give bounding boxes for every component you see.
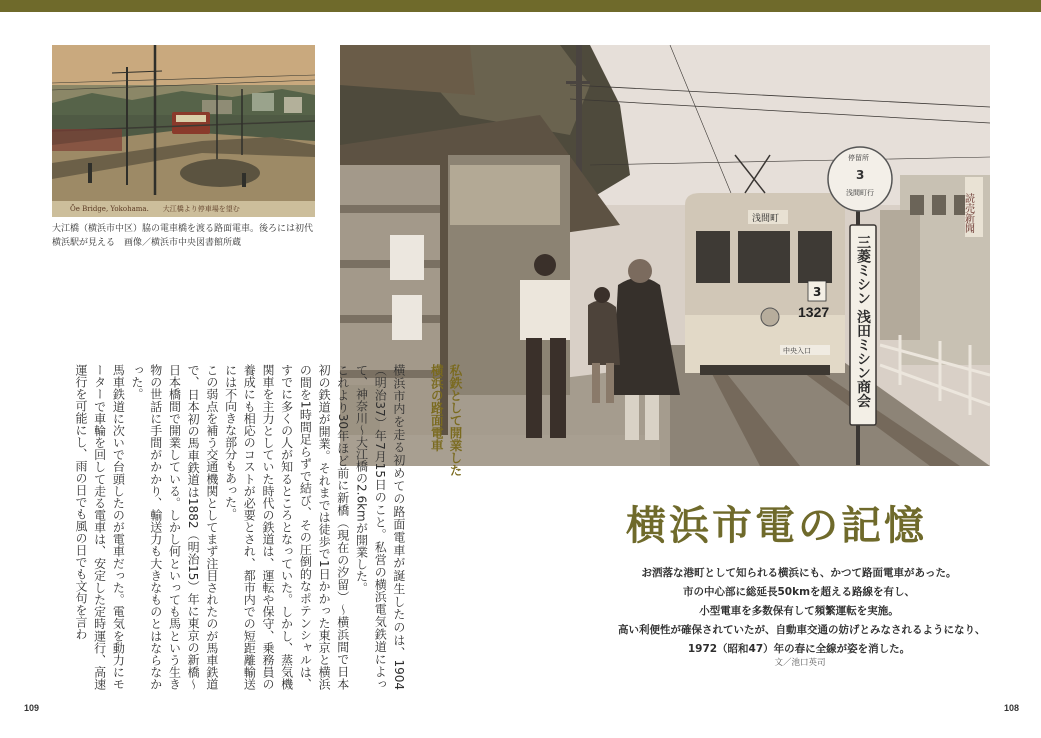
lede-line: 小型電車を多数保有して頻繁運転を実施。 [699, 605, 899, 617]
lede [618, 564, 986, 659]
shop-sign-text: 読売新聞 [962, 193, 974, 233]
pole-sign-text: 三菱ミシン 浅田ミシン商会 [855, 235, 871, 408]
postcard-illustration [52, 45, 315, 217]
lede-line: 市の中心部に総延長50kmを超える路線を有し、 [682, 586, 916, 598]
page-title: 横浜市電の記憶 [626, 502, 927, 549]
stop-sign-top: 停留所 [848, 154, 869, 162]
stop-sign-bottom: 浅間町行 [846, 189, 874, 197]
route-number-text: 3 [813, 285, 822, 299]
lede-line: お洒落な港町として知られる横浜にも、かつて路面電車があった。 [641, 567, 957, 579]
page-number-right: 108 [1004, 703, 1020, 713]
subhead-line-2: 横浜の路面電車 [429, 364, 445, 452]
photo-caption: 大江橋（横浜市中区）脇の電車橋を渡る路面電車。後ろには初代横浜駅が見える 画像／横浜市中央図書館所蔵 [52, 224, 314, 248]
author-credit: 文／池口英司 [774, 658, 826, 668]
header-bar [0, 0, 1041, 12]
article-paragraph-2: これより30年ほど前に新橋（現在の汐留）〜横浜間で日本初の鉄道が開業。それまでは徒歩で1日かかった東京と横浜の間を1時間足らずで結び、その圧倒的なポテンシャルは、すでに多くの人が知るところとなっていた。しかし、蒸気機関車を主力としていた時代の鉄道は、運転や保守、乗務員の養成にも相応のコストが必要とされ、都市内での短距離輸送には不向きな部分もあった。 [223, 364, 350, 690]
subhead-line-1: 私鉄として開業した [448, 364, 463, 477]
article-paragraph-3: この弱点を補う交通機関としてまず注目されたのが馬車鉄道で、日本初の馬車鉄道は1882（明治15）年に東京の新橋〜日本橋間で開業している。しかし何といっても馬という生き物の世話に手間がかかり、輸送力も大きなものとはならなかった。 [130, 364, 219, 690]
subhead [427, 364, 464, 690]
side-sign-text: 中央入口 [783, 347, 811, 355]
dest-board-text: 浅間町 [752, 214, 780, 224]
lede-line: 1972（昭和47）年の春に全線が姿を消した。 [687, 643, 911, 655]
car-number-text: 1327 [798, 304, 830, 320]
page-number-left: 109 [24, 703, 40, 713]
stop-sign-mid: 3 [856, 168, 865, 182]
article-paragraph-4: 馬車鉄道に次いで台頭したのが電車だった。電気を動力にモーターで車輪を回して走る電車は、安定した定時運行、高速運行を可能にし、雨の日でも風の日でも文句を言わ [73, 364, 126, 690]
lede-line: 高い利便性が確保されていたが、自動車交通の妨げとみなされるようになり、 [618, 624, 986, 636]
postcard-photo [52, 45, 315, 217]
postcard-printed-caption: Ōe Bridge, Yokohama. 大江橋より停車場を望む [52, 201, 315, 217]
article-paragraph-1: 横浜市内を走る初めての路面電車が誕生したのは、1904（明治37）年7月15日のこと。私営の横浜電気鉄道によって、神奈川〜大江橋の2.6kmが開業した。 [354, 364, 406, 690]
article-body [52, 364, 464, 690]
